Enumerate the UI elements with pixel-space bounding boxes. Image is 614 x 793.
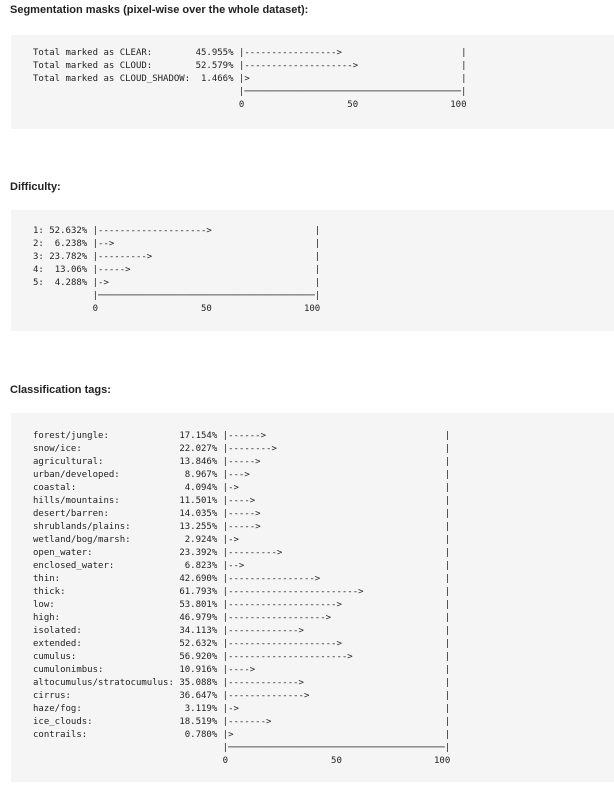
row-bar: |--------->	[92, 252, 153, 262]
row-value: 23.782%	[49, 252, 88, 262]
bar-row: coastal: 4.094% |-> |	[33, 483, 451, 493]
bar-row: thin: 42.690% |----------------> |	[33, 574, 451, 584]
row-bar: |---------------------->	[222, 652, 353, 662]
row-value: 13.255%	[179, 522, 218, 532]
row-value: 52.632%	[49, 226, 88, 236]
row-value: 18.519%	[179, 717, 218, 727]
axis-tick-label: 0	[238, 100, 245, 110]
row-value: 6.823%	[184, 561, 218, 571]
row-bar: |-------------->	[222, 691, 310, 701]
axis-ticks	[33, 303, 320, 316]
axis-ticks	[33, 755, 450, 768]
bar-row: altocumulus/stratocumulus: 35.088% |-------------> |	[33, 678, 451, 688]
row-value: 52.579%	[195, 61, 234, 71]
difficulty-text	[33, 225, 320, 316]
row-label: 5:	[33, 278, 44, 288]
bar-row: Total marked as CLOUD: 52.579% |--------------------> |	[33, 61, 467, 71]
row-value: 1.466%	[200, 74, 234, 84]
row-label: thick:	[33, 587, 66, 597]
segmentation-text	[33, 47, 467, 112]
row-bar: |-->	[222, 561, 245, 571]
row-value: 11.501%	[179, 496, 218, 506]
row-bar: |---->	[222, 665, 256, 675]
row-label: Total marked as CLEAR:	[33, 48, 153, 58]
row-value: 13.846%	[179, 457, 218, 467]
row-label: snow/ice:	[33, 444, 82, 454]
bar-row: haze/fog: 3.119% |-> |	[33, 704, 451, 714]
row-bar: |->	[222, 483, 239, 493]
row-value: 46.979%	[179, 613, 218, 623]
row-label: coastal:	[33, 483, 77, 493]
row-label: forest/jungle:	[33, 431, 109, 441]
bar-row: Total marked as CLOUD_SHADOW: 1.466% |> |	[33, 74, 467, 84]
row-label: Total marked as CLOUD:	[33, 61, 153, 71]
bar-row: low: 53.801% |--------------------> |	[33, 600, 451, 610]
row-bar: |>	[222, 730, 234, 740]
row-value: 4.094%	[184, 483, 218, 493]
segmentation-block	[11, 35, 614, 129]
axis-line: |────────────────────────────────────────|	[33, 743, 451, 753]
row-label: 2:	[33, 239, 44, 249]
row-value: 14.035%	[179, 509, 218, 519]
bar-row: cumulonimbus: 10.916% |----> |	[33, 665, 451, 675]
axis-tick-label: 100	[434, 756, 451, 766]
axis-tick-label: 50	[331, 756, 342, 766]
row-value: 52.632%	[179, 639, 218, 649]
row-label: 3:	[33, 252, 44, 262]
bar-row: extended: 52.632% |--------------------> |	[33, 639, 451, 649]
row-bar: |---->	[222, 496, 256, 506]
row-label: isolated:	[33, 626, 82, 636]
row-label: hills/mountains:	[33, 496, 120, 506]
row-bar: |----->	[222, 509, 261, 519]
difficulty-block	[11, 210, 614, 331]
row-label: enclosed_water:	[33, 561, 115, 571]
row-value: 17.154%	[179, 431, 218, 441]
axis-line: |────────────────────────────────────────|	[33, 87, 467, 97]
bar-row: high: 46.979% |------------------> |	[33, 613, 451, 623]
bar-row: 3: 23.782% |---------> |	[33, 252, 321, 262]
row-label: contrails:	[33, 730, 88, 740]
row-label: cumulus:	[33, 652, 77, 662]
row-bar: |--->	[222, 470, 250, 480]
row-bar: |------------------>	[222, 613, 332, 623]
section-title-segmentation: Segmentation masks (pixel-wise over the whole dataset):	[10, 4, 309, 16]
row-label: 4:	[33, 265, 44, 275]
bar-row: ice_clouds: 18.519% |-------> |	[33, 717, 451, 727]
row-bar: |-------------------->	[92, 226, 212, 236]
row-bar: |-------->	[222, 444, 277, 454]
bar-row: hills/mountains: 11.501% |----> |	[33, 496, 451, 506]
row-label: cumulonimbus:	[33, 665, 104, 675]
row-bar: |------------->	[222, 678, 304, 688]
row-bar: |------>	[222, 431, 267, 441]
bar-row: thick: 61.793% |------------------------> |	[33, 587, 451, 597]
row-label: thin:	[33, 574, 61, 584]
row-value: 4.288%	[54, 278, 88, 288]
row-label: ice_clouds:	[33, 717, 93, 727]
row-bar: |->	[92, 278, 109, 288]
classification-block	[11, 413, 614, 782]
row-value: 61.793%	[179, 587, 218, 597]
row-bar: |-->	[92, 239, 115, 249]
row-bar: |->	[222, 535, 239, 545]
row-value: 8.967%	[184, 470, 218, 480]
row-label: altocumulus/stratocumulus:	[33, 678, 174, 688]
bar-row: Total marked as CLEAR: 45.955% |-----------------> |	[33, 48, 467, 58]
row-value: 6.238%	[54, 239, 88, 249]
row-value: 53.801%	[179, 600, 218, 610]
row-bar: |-------------------->	[222, 639, 342, 649]
row-label: high:	[33, 613, 61, 623]
row-bar: |>	[238, 74, 250, 84]
row-bar: |------------->	[222, 626, 304, 636]
row-bar: |-------------------->	[222, 600, 342, 610]
bar-row: contrails: 0.780% |> |	[33, 730, 451, 740]
section-title-classification: Classification tags:	[10, 384, 111, 396]
axis-ticks	[33, 99, 467, 112]
row-bar: |----->	[222, 522, 261, 532]
row-bar: |----------------->	[238, 48, 342, 58]
row-value: 22.027%	[179, 444, 218, 454]
bar-row: wetland/bog/marsh: 2.924% |-> |	[33, 535, 451, 545]
row-bar: |->	[222, 704, 239, 714]
row-value: 45.955%	[195, 48, 234, 58]
bar-row: 2: 6.238% |--> |	[33, 239, 321, 249]
row-bar: |------->	[222, 717, 272, 727]
axis-line: |────────────────────────────────────────|	[33, 291, 321, 301]
row-label: agricultural:	[33, 457, 104, 467]
row-value: 36.647%	[179, 691, 218, 701]
row-value: 35.088%	[179, 678, 218, 688]
bar-row: open_water: 23.392% |---------> |	[33, 548, 451, 558]
row-label: 1:	[33, 226, 44, 236]
row-value: 13.06%	[54, 265, 88, 275]
bar-row: urban/developed: 8.967% |---> |	[33, 470, 451, 480]
bar-row: agricultural: 13.846% |-----> |	[33, 457, 451, 467]
row-value: 56.920%	[179, 652, 218, 662]
row-value: 0.780%	[184, 730, 218, 740]
bar-row: cumulus: 56.920% |----------------------> |	[33, 652, 451, 662]
bar-row: desert/barren: 14.035% |-----> |	[33, 509, 451, 519]
row-value: 2.924%	[184, 535, 218, 545]
bar-row: 1: 52.632% |--------------------> |	[33, 226, 321, 236]
row-label: low:	[33, 600, 55, 610]
row-bar: |------------------------>	[222, 587, 364, 597]
row-label: Total marked as CLOUD_SHADOW:	[33, 74, 191, 84]
axis-tick-label: 50	[200, 304, 212, 314]
row-label: extended:	[33, 639, 82, 649]
bar-row: shrublands/plains: 13.255% |-----> |	[33, 522, 451, 532]
row-value: 3.119%	[184, 704, 218, 714]
axis-tick-label: 0	[92, 304, 99, 314]
bar-row: snow/ice: 22.027% |--------> |	[33, 444, 451, 454]
bar-row: enclosed_water: 6.823% |--> |	[33, 561, 451, 571]
axis-tick-label: 100	[450, 100, 467, 110]
row-label: haze/fog:	[33, 704, 82, 714]
bar-row: isolated: 34.113% |-------------> |	[33, 626, 451, 636]
row-label: cirrus:	[33, 691, 71, 701]
row-bar: |----->	[222, 457, 261, 467]
row-value: 23.392%	[179, 548, 218, 558]
row-bar: |--------->	[222, 548, 283, 558]
row-label: shrublands/plains:	[33, 522, 131, 532]
row-value: 42.690%	[179, 574, 218, 584]
bar-row: cirrus: 36.647% |--------------> |	[33, 691, 451, 701]
bar-row: 4: 13.06% |-----> |	[33, 265, 321, 275]
row-bar: |----->	[92, 265, 131, 275]
classification-text	[33, 430, 450, 768]
row-label: open_water:	[33, 548, 93, 558]
row-bar: |-------------------->	[238, 61, 359, 71]
row-bar: |---------------->	[222, 574, 321, 584]
axis-tick-label: 100	[303, 304, 321, 314]
bar-row: 5: 4.288% |-> |	[33, 278, 321, 288]
axis-tick-label: 0	[222, 756, 229, 766]
bar-row: forest/jungle: 17.154% |------> |	[33, 431, 451, 441]
row-value: 10.916%	[179, 665, 218, 675]
row-label: wetland/bog/marsh:	[33, 535, 131, 545]
row-label: desert/barren:	[33, 509, 109, 519]
row-value: 34.113%	[179, 626, 218, 636]
row-label: urban/developed:	[33, 470, 120, 480]
section-title-difficulty: Difficulty:	[10, 181, 61, 193]
axis-tick-label: 50	[347, 100, 359, 110]
